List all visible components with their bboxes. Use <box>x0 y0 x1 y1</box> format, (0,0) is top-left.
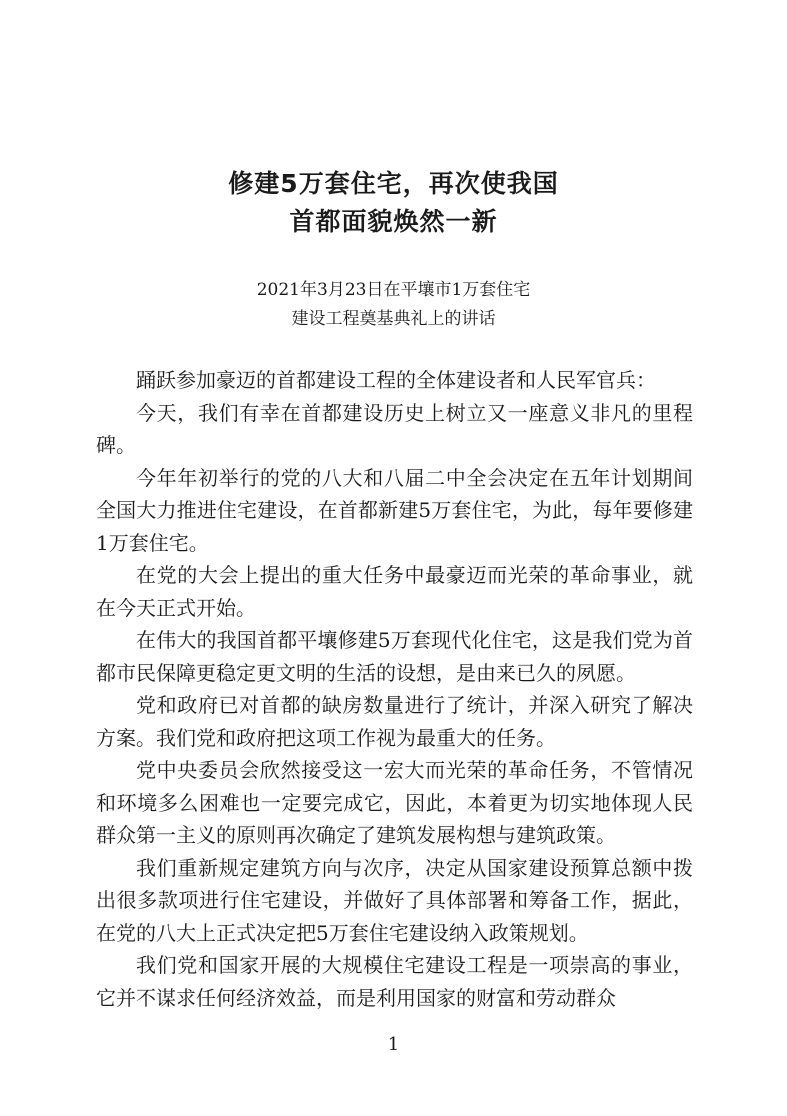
paragraph: 在党的大会上提出的重大任务中最豪迈而光荣的革命事业，就在今天正式开始。 <box>96 563 693 620</box>
title-line-1: 修建5万套住宅，再次使我国 <box>228 169 559 198</box>
paragraph: 党中央委员会欣然接受这一宏大而光荣的革命任务，不管情况和环境多么困难也一定要完成它，因此，本着更为切实地体现人民群众第一主义的原则再次确定了建筑发展构想与建筑政策。 <box>96 758 693 847</box>
document-subtitle <box>0 276 787 334</box>
paragraph: 我们重新规定建筑方向与次序，决定从国家建设预算总额中拨出很多款项进行住宅建设，并做好了具体部署和筹备工作，据此，在党的八大上正式决定把5万套住宅建设纳入政策规划。 <box>96 855 693 945</box>
paragraph: 在伟大的我国首都平壤修建5万套现代化住宅，这是我们党为首都市民保障更稳定更文明的生活的设想，是由来已久的夙愿。 <box>96 628 693 685</box>
title-line-2: 首都面貌焕然一新 <box>289 207 498 236</box>
document-title <box>0 165 787 241</box>
document-body <box>96 364 693 1014</box>
subtitle-line-2: 建设工程奠基典礼上的讲话 <box>291 309 496 329</box>
page-number: 1 <box>387 1034 400 1055</box>
paragraph: 今年年初举行的党的八大和八届二中全会决定在五年计划期间全国大力推进住宅建设，在首都新建5万套住宅，为此，每年要修建1万套住宅。 <box>96 465 693 555</box>
paragraph: 党和政府已对首都的缺房数量进行了统计，并深入研究了解决方案。我们党和政府把这项工作视为最重大的任务。 <box>96 693 693 750</box>
paragraph: 我们党和国家开展的大规模住宅建设工程是一项崇高的事业，它并不谋求任何经济效益，而是利用国家的财富和劳动群众 <box>96 953 693 1010</box>
subtitle-line-1: 2021年3月23日在平壤市1万套住宅 <box>256 280 531 300</box>
paragraph-salutation: 踊跃参加豪迈的首都建设工程的全体建设者和人民军官兵： <box>136 368 656 392</box>
paragraph: 今天，我们有幸在首都建设历史上树立又一座意义非凡的里程碑。 <box>96 400 693 457</box>
